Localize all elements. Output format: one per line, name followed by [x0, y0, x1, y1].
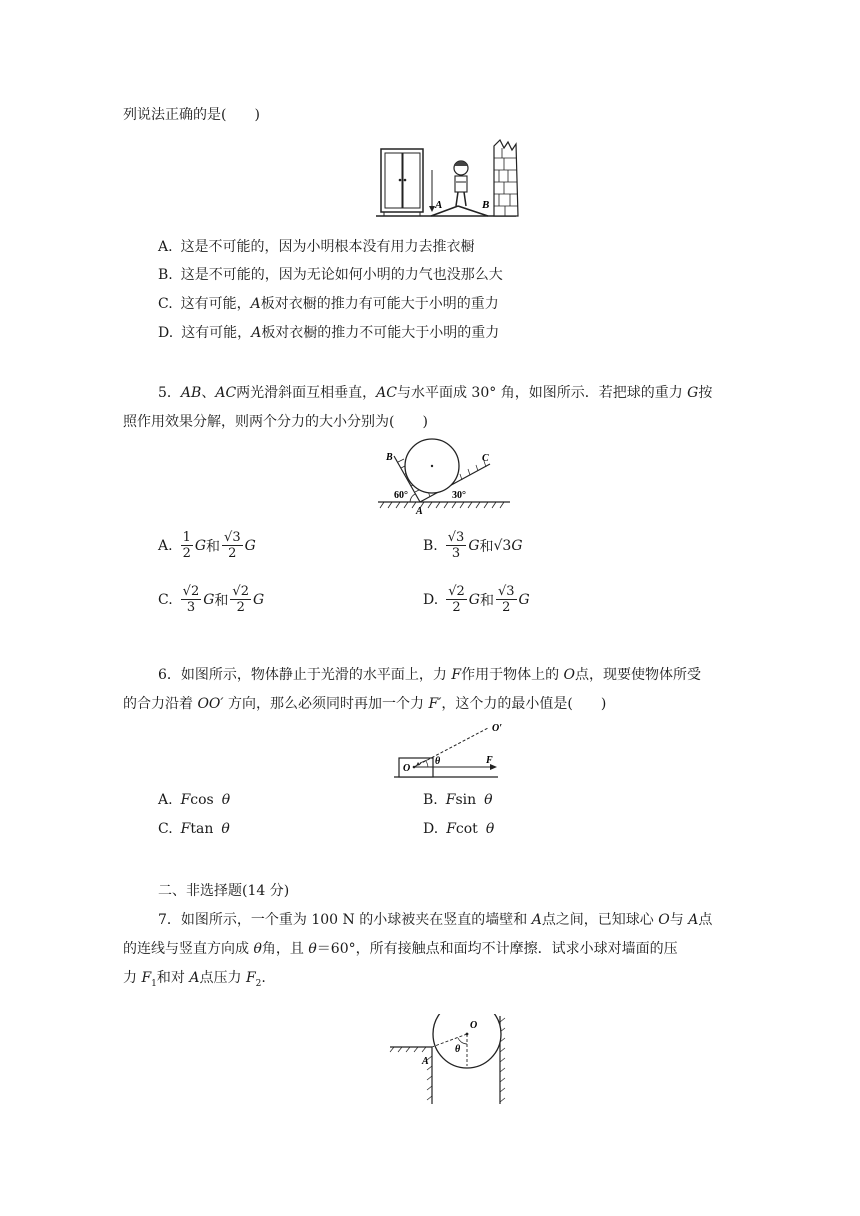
q6-fig-label-theta: θ: [435, 756, 441, 767]
q6-option-c[interactable]: C. Ftan θ: [158, 821, 230, 837]
q6-option-b[interactable]: B. Fsin θ: [423, 792, 493, 808]
q4-option-b[interactable]: B. 这是不可能的，因为无论如何小明的力气也没那么大: [158, 267, 503, 283]
q4-option-c[interactable]: C. 这有可能，A板对衣橱的推力有可能大于小明的重力: [158, 296, 499, 312]
q5-fig-label-a: A: [416, 506, 423, 516]
q4-stem-tail: 列说法正确的是( ): [123, 107, 260, 123]
q5-option-c[interactable]: C. $\frac{√2}{3}$ G 和 $\frac{√2}{2}$ G: [158, 584, 265, 615]
q6-option-a[interactable]: A. Fcos θ: [158, 792, 231, 808]
q5-stem-line2: 照作用效果分解，则两个分力的大小分别为( ): [123, 414, 428, 430]
q5-fig-angle-60: 60°: [394, 490, 408, 501]
q7-fig-label-a: A: [422, 1056, 429, 1067]
q6-figure-block: [394, 720, 524, 782]
q4-option-d[interactable]: D. 这有可能，A板对衣橱的推力不可能大于小明的重力: [158, 325, 500, 341]
q7-stem-line3: 力 $F_1$和对 A点压力 $F_2$.: [123, 970, 266, 989]
section-title: 二、非选择题(14 分): [158, 883, 290, 899]
q7-figure-ball-wall: [386, 1014, 516, 1106]
q5-fig-label-c: C: [482, 453, 489, 464]
q5-option-b[interactable]: B. $\frac{√3}{3}$ G 和 √3 G: [423, 530, 523, 561]
q7-fig-label-o: O: [470, 1020, 478, 1031]
q6-stem-line2: 的合力沿着 OO′ 方向，那么必须同时再加一个力 F′，这个力的最小值是( ): [123, 696, 607, 712]
q4-fig-label-b: B: [482, 199, 490, 211]
q6-fig-label-o: O: [403, 763, 411, 774]
q5-fig-label-b: B: [386, 452, 393, 463]
q4-figure-wardrobe: [376, 136, 526, 220]
q5-fig-angle-30: 30°: [452, 490, 466, 501]
q5-option-d[interactable]: D. $\frac{√2}{2}$ G 和 $\frac{√3}{2}$ G: [423, 584, 530, 615]
q6-fig-label-f: F: [486, 755, 493, 766]
q4-fig-label-a: A: [435, 199, 443, 211]
q5-figure-incline: [378, 436, 514, 516]
q7-stem-line1: 7．如图所示，一个重为 100 N 的小球被夹在竖直的墙壁和 A点之间，已知球心 O与 A点: [158, 912, 713, 928]
q7-fig-label-theta: θ: [455, 1044, 461, 1055]
q4-option-a[interactable]: A. 这是不可能的，因为小明根本没有用力去推衣橱: [158, 239, 475, 255]
q6-option-d[interactable]: D. Fcot θ: [423, 821, 495, 837]
q6-fig-label-oprime: O′: [492, 723, 503, 734]
q6-stem-line1: 6．如图所示，物体静止于光滑的水平面上，力 F作用于物体上的 O点，现要使物体所受: [158, 667, 702, 683]
q7-stem-line2: 的连线与竖直方向成 θ角，且 θ＝60°，所有接触点和面均不计摩擦．试求小球对墙面的压: [123, 941, 678, 957]
q5-stem-line1: 5．AB、AC两光滑斜面互相垂直，AC与水平面成 30° 角，如图所示．若把球的重力 G按: [158, 385, 713, 401]
q5-option-a[interactable]: A. $\frac{1}{2}$ G 和 $\frac{√3}{2}$ G: [158, 530, 256, 561]
